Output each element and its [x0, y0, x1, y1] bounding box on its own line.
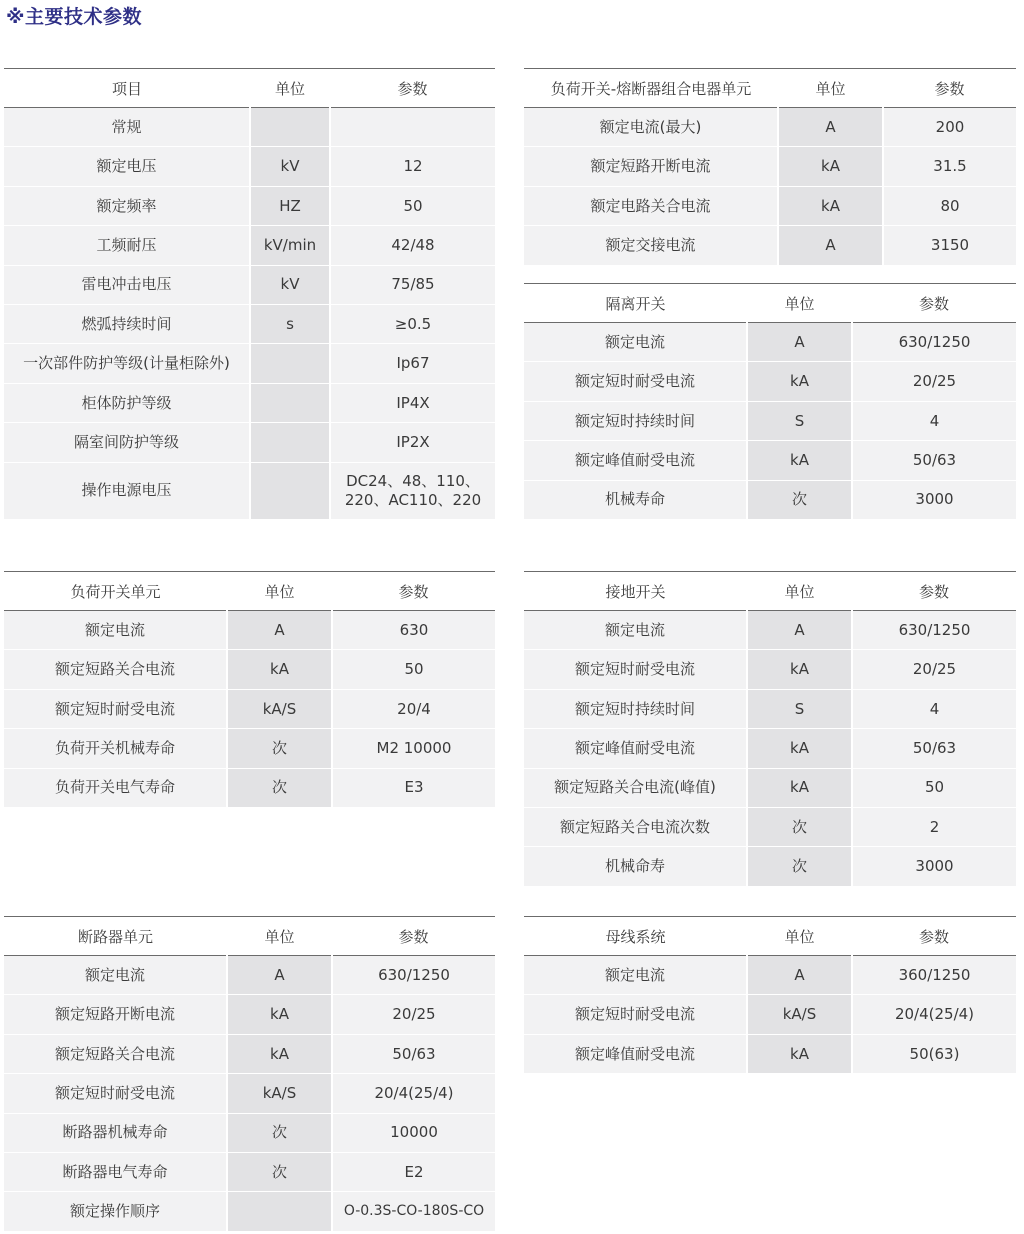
table-row	[524, 807, 1016, 846]
row-value: O-0.3S-CO-180S-CO	[332, 1192, 495, 1231]
row-unit	[250, 344, 330, 383]
header-item: 负荷开关单元	[4, 572, 227, 611]
row-value: 630/1250	[852, 323, 1016, 362]
table-row	[4, 729, 495, 768]
header-param: 参数	[852, 572, 1016, 611]
row-item: 一次部件防护等级(计量柜除外)	[4, 344, 250, 383]
table-header-row	[524, 284, 1016, 323]
general-spec-table	[4, 68, 495, 519]
table-row	[524, 108, 1016, 147]
row-unit: 次	[227, 1152, 332, 1191]
row-value: 200	[883, 108, 1016, 147]
table-header-row	[4, 917, 495, 956]
row-unit: kA	[778, 186, 883, 225]
row-value: 50/63	[852, 729, 1016, 768]
table-row	[4, 650, 495, 689]
table-row	[524, 147, 1016, 186]
row-item: 燃弧持续时间	[4, 304, 250, 343]
row-unit: kA	[747, 768, 852, 807]
table-header-row	[4, 572, 495, 611]
table-row	[4, 304, 495, 343]
row-value: 50/63	[332, 1034, 495, 1073]
row-value: M2 10000	[332, 729, 495, 768]
header-unit: 单位	[747, 572, 852, 611]
row-unit: S	[747, 401, 852, 440]
header-param: 参数	[330, 69, 495, 108]
row-item: 隔室间防护等级	[4, 423, 250, 462]
row-value: 4	[852, 689, 1016, 728]
row-unit: A	[778, 226, 883, 265]
row-value: 2	[852, 807, 1016, 846]
row-item: 柜体防护等级	[4, 383, 250, 422]
row-value: 50	[332, 650, 495, 689]
row-item: 额定短时持续时间	[524, 401, 747, 440]
table-row	[524, 768, 1016, 807]
table-row	[524, 401, 1016, 440]
row-unit	[250, 423, 330, 462]
row-item: 额定短路关合电流次数	[524, 807, 747, 846]
table-row	[524, 323, 1016, 362]
table-row	[4, 1074, 495, 1113]
row-item: 额定短时耐受电流	[524, 650, 747, 689]
header-param: 参数	[852, 284, 1016, 323]
row-value	[330, 108, 495, 147]
row-item: 额定电流	[524, 323, 747, 362]
row-item: 额定短路关合电流(峰值)	[524, 768, 747, 807]
busbar-spec-table	[524, 916, 1016, 1073]
row-unit: 次	[747, 807, 852, 846]
header-item: 负荷开关-熔断器组合电器单元	[524, 69, 778, 108]
table-row	[4, 1192, 495, 1231]
row-unit: 次	[747, 847, 852, 886]
row-value: 50(63)	[852, 1034, 1016, 1073]
row-item: 额定短路开断电流	[4, 995, 227, 1034]
header-item: 项目	[4, 69, 250, 108]
row-unit: kA	[747, 650, 852, 689]
row-item: 额定短路关合电流	[4, 1034, 227, 1073]
row-item: 额定电流	[4, 611, 227, 650]
row-item: 额定短时耐受电流	[524, 995, 747, 1034]
table-row	[4, 1034, 495, 1073]
row-value: 20/25	[852, 650, 1016, 689]
row-item: 额定电流(最大)	[524, 108, 778, 147]
row-value: DC24、48、110、220、AC110、220	[330, 462, 495, 519]
row-value: 20/4(25/4)	[332, 1074, 495, 1113]
table-header-row	[4, 69, 495, 108]
row-unit: 次	[747, 480, 852, 519]
row-unit: A	[227, 956, 332, 995]
page-title: ※主要技术参数	[6, 6, 142, 28]
row-item: 额定短时持续时间	[524, 689, 747, 728]
row-item: 额定电流	[524, 611, 747, 650]
row-value: 50	[852, 768, 1016, 807]
header-item: 母线系统	[524, 917, 747, 956]
row-value: 75/85	[330, 265, 495, 304]
fuse-combination-spec-table	[524, 68, 1016, 265]
row-item: 额定峰值耐受电流	[524, 1034, 747, 1073]
row-item: 额定短时耐受电流	[4, 689, 227, 728]
earthing-switch-spec-table	[524, 571, 1016, 886]
row-item: 工频耐压	[4, 226, 250, 265]
row-value: IP4X	[330, 383, 495, 422]
table-row	[4, 383, 495, 422]
table-row	[524, 689, 1016, 728]
row-item: 额定峰值耐受电流	[524, 729, 747, 768]
row-value: 42/48	[330, 226, 495, 265]
row-item: 额定短时耐受电流	[524, 362, 747, 401]
row-unit: 次	[227, 1113, 332, 1152]
row-value: 3000	[852, 480, 1016, 519]
table-header-row	[524, 572, 1016, 611]
row-unit: HZ	[250, 186, 330, 225]
table-row	[524, 186, 1016, 225]
row-value: E2	[332, 1152, 495, 1191]
row-item: 断路器电气寿命	[4, 1152, 227, 1191]
row-item: 额定短路关合电流	[4, 650, 227, 689]
row-unit: kA	[227, 995, 332, 1034]
row-value: 20/25	[852, 362, 1016, 401]
row-item: 额定短路开断电流	[524, 147, 778, 186]
table-row	[4, 186, 495, 225]
row-item: 负荷开关机械寿命	[4, 729, 227, 768]
table-row	[4, 226, 495, 265]
row-unit	[227, 1192, 332, 1231]
row-value: 20/4	[332, 689, 495, 728]
row-unit: kA	[778, 147, 883, 186]
header-unit: 单位	[227, 917, 332, 956]
row-unit: kA	[747, 441, 852, 480]
header-unit: 单位	[250, 69, 330, 108]
row-item: 额定频率	[4, 186, 250, 225]
row-value: 12	[330, 147, 495, 186]
row-unit: kA	[227, 650, 332, 689]
table-row	[524, 956, 1016, 995]
row-unit: kA	[747, 362, 852, 401]
row-unit: A	[747, 956, 852, 995]
table-row	[524, 226, 1016, 265]
table-row	[524, 480, 1016, 519]
row-value: 3150	[883, 226, 1016, 265]
row-value: 630/1250	[332, 956, 495, 995]
table-row	[4, 1152, 495, 1191]
row-unit	[250, 108, 330, 147]
row-unit: kV	[250, 147, 330, 186]
row-unit: kV/min	[250, 226, 330, 265]
table-header-row	[524, 917, 1016, 956]
table-row	[524, 650, 1016, 689]
table-row	[524, 847, 1016, 886]
header-item: 隔离开关	[524, 284, 747, 323]
table-header-row	[524, 69, 1016, 108]
table-row	[4, 265, 495, 304]
row-value: 50	[330, 186, 495, 225]
row-item: 额定电流	[524, 956, 747, 995]
row-value: 10000	[332, 1113, 495, 1152]
header-param: 参数	[852, 917, 1016, 956]
row-value: Ip67	[330, 344, 495, 383]
row-unit: kA	[747, 729, 852, 768]
row-item: 操作电源电压	[4, 462, 250, 519]
row-item: 额定峰值耐受电流	[524, 441, 747, 480]
row-unit	[250, 462, 330, 519]
row-item: 额定电压	[4, 147, 250, 186]
row-item: 常规	[4, 108, 250, 147]
header-unit: 单位	[747, 917, 852, 956]
table-row	[524, 362, 1016, 401]
row-unit: 次	[227, 729, 332, 768]
row-value: 3000	[852, 847, 1016, 886]
table-row	[524, 611, 1016, 650]
row-item: 额定短时耐受电流	[4, 1074, 227, 1113]
header-item: 断路器单元	[4, 917, 227, 956]
row-unit	[250, 383, 330, 422]
row-unit: kA/S	[227, 1074, 332, 1113]
row-item: 断路器机械寿命	[4, 1113, 227, 1152]
row-item: 机械命寿	[524, 847, 747, 886]
row-value: ≥0.5	[330, 304, 495, 343]
row-unit: A	[227, 611, 332, 650]
row-unit: S	[747, 689, 852, 728]
header-item: 接地开关	[524, 572, 747, 611]
table-row	[4, 995, 495, 1034]
table-row	[4, 611, 495, 650]
table-row	[524, 729, 1016, 768]
header-unit: 单位	[747, 284, 852, 323]
row-item: 雷电冲击电压	[4, 265, 250, 304]
row-item: 额定电流	[4, 956, 227, 995]
table-row	[4, 689, 495, 728]
circuit-breaker-spec-table	[4, 916, 495, 1231]
row-unit: kA	[747, 1034, 852, 1073]
row-item: 额定操作顺序	[4, 1192, 227, 1231]
table-row	[524, 441, 1016, 480]
row-unit: A	[747, 323, 852, 362]
row-item: 额定电路关合电流	[524, 186, 778, 225]
row-unit: kA	[227, 1034, 332, 1073]
row-item: 额定交接电流	[524, 226, 778, 265]
isolating-switch-spec-table	[524, 283, 1016, 519]
row-unit: kA/S	[747, 995, 852, 1034]
row-unit: A	[778, 108, 883, 147]
table-row	[4, 108, 495, 147]
table-row	[4, 956, 495, 995]
row-item: 负荷开关电气寿命	[4, 768, 227, 807]
row-value: 20/25	[332, 995, 495, 1034]
header-param: 参数	[332, 917, 495, 956]
table-row	[4, 768, 495, 807]
row-value: 360/1250	[852, 956, 1016, 995]
header-unit: 单位	[778, 69, 883, 108]
table-row	[4, 462, 495, 519]
row-value: 630	[332, 611, 495, 650]
row-unit: s	[250, 304, 330, 343]
row-unit: kV	[250, 265, 330, 304]
row-value: IP2X	[330, 423, 495, 462]
header-param: 参数	[332, 572, 495, 611]
row-value: 630/1250	[852, 611, 1016, 650]
row-value: 80	[883, 186, 1016, 225]
table-row	[4, 423, 495, 462]
row-value: 4	[852, 401, 1016, 440]
row-item: 机械寿命	[524, 480, 747, 519]
header-unit: 单位	[227, 572, 332, 611]
row-value: 31.5	[883, 147, 1016, 186]
table-row	[4, 1113, 495, 1152]
row-value: 20/4(25/4)	[852, 995, 1016, 1034]
row-unit: kA/S	[227, 689, 332, 728]
row-value: E3	[332, 768, 495, 807]
table-row	[524, 995, 1016, 1034]
table-row	[4, 147, 495, 186]
header-param: 参数	[883, 69, 1016, 108]
table-row	[4, 344, 495, 383]
table-row	[524, 1034, 1016, 1073]
row-unit: A	[747, 611, 852, 650]
row-unit: 次	[227, 768, 332, 807]
row-value: 50/63	[852, 441, 1016, 480]
load-switch-spec-table	[4, 571, 495, 807]
